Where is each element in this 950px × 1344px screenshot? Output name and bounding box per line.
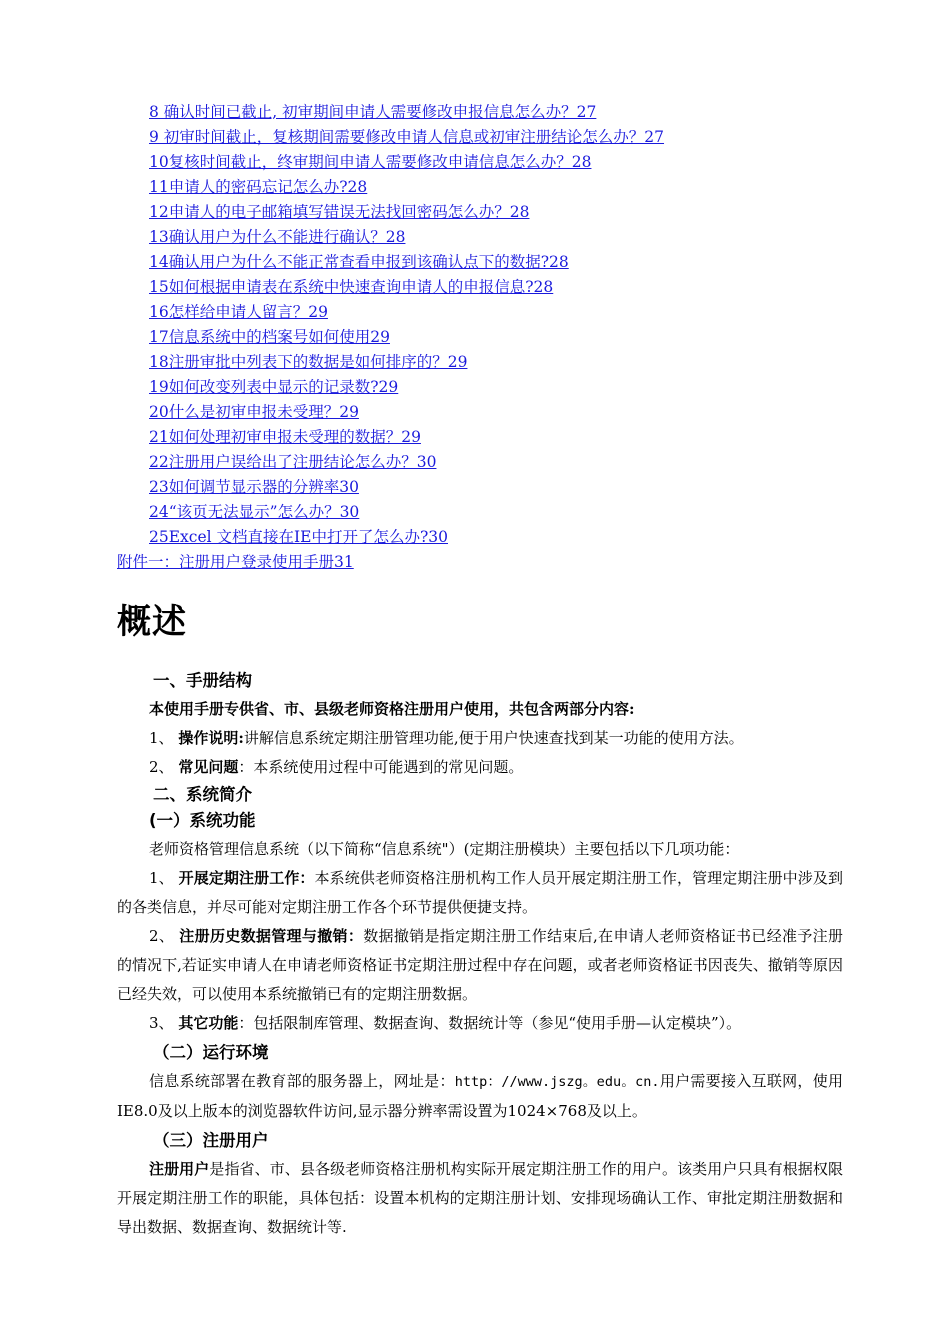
item-number: 1、 <box>149 729 174 747</box>
toc-link[interactable]: 12申请人的电子邮箱填写错误无法找回密码怎么办？28 <box>149 203 530 221</box>
item-label: 操作说明: <box>178 729 244 747</box>
item-number: 3、 <box>149 1014 174 1032</box>
subheading-users: （三）注册用户 <box>153 1131 269 1150</box>
toc-link[interactable]: 13确认用户为什么不能进行确认？28 <box>149 228 406 246</box>
toc-link[interactable]: 11申请人的密码忘记怎么办?28 <box>149 178 368 196</box>
toc-link[interactable]: 21如何处理初审申报未受理的数据？29 <box>149 428 421 446</box>
overview-content <box>117 666 843 1242</box>
toc-link[interactable]: 19如何改变列表中显示的记录数?29 <box>149 378 399 396</box>
environment-text-b: 用户需要接入互联网，使用IE8.0及以上版本的浏览器软件访问,显示器分辨率需设置为1024×768及以上。 <box>117 1072 843 1120</box>
item-text: ：本系统使用过程中可能遇到的常见问题。 <box>238 758 524 776</box>
toc-link[interactable]: 20什么是初审申报未受理？29 <box>149 403 359 421</box>
section-heading-structure: 一、手册结构 <box>153 671 252 690</box>
subheading-functions: (一）系统功能 <box>149 811 256 830</box>
table-of-contents <box>117 100 857 575</box>
toc-link[interactable]: 17信息系统中的档案号如何使用29 <box>149 328 390 346</box>
section-heading-system: 二、系统简介 <box>153 785 252 804</box>
item-label: 其它功能 <box>178 1014 239 1032</box>
structure-intro: 本使用手册专供省、市、县级老师资格注册用户使用，共包含两部分内容: <box>149 700 635 718</box>
item-text: 讲解信息系统定期注册管理功能,便于用户快速查找到某一功能的使用方法。 <box>243 729 744 747</box>
page-title: 概述 <box>117 602 187 642</box>
structure-item-2 <box>117 753 843 782</box>
toc-link[interactable]: 附件一：注册用户登录使用手册31 <box>117 553 354 571</box>
item-label: 开展定期注册工作： <box>178 869 315 887</box>
toc-link[interactable]: 8 确认时间已截止, 初审期间申请人需要修改申报信息怎么办？27 <box>149 103 597 121</box>
toc-link[interactable]: 9 初审时间截止，复核期间需要修改申请人信息或初审注册结论怎么办？27 <box>149 128 665 146</box>
function-item-2 <box>117 922 843 1009</box>
toc-link[interactable]: 14确认用户为什么不能正常查看申报到该确认点下的数据?28 <box>149 253 569 271</box>
item-label: 常见问题 <box>178 758 239 776</box>
structure-item-1 <box>117 724 843 753</box>
item-text: ：包括限制库管理、数据查询、数据统计等（参见“使用手册—认定模块”）。 <box>238 1014 742 1032</box>
toc-link[interactable]: 15如何根据申请表在系统中快速查询申请人的申报信息?28 <box>149 278 554 296</box>
item-text: 数据撤销是指定期注册工作结束后,在申请人老师资格证书已经准予注册的情况下,若证实申请人在申请老师资格证书定期注册过程中存在问题，或者老师资格证书因丧失、撤销等原因已经失效，可以使用本系统撤销已有的定期注册数据。 <box>117 927 843 1003</box>
toc-link[interactable]: 25Excel 文档直接在IE中打开了怎么办?30 <box>149 528 448 546</box>
subheading-environment: （二）运行环境 <box>153 1043 269 1062</box>
toc-link[interactable]: 23如何调节显示器的分辨率30 <box>149 478 359 496</box>
functions-intro: 老师资格管理信息系统（以下简称“信息系统"）(定期注册模块）主要包括以下几项功能： <box>149 840 740 858</box>
users-label: 注册用户 <box>149 1160 210 1178</box>
item-label: 注册历史数据管理与撤销： <box>179 927 364 945</box>
toc-link[interactable]: 18注册审批中列表下的数据是如何排序的？29 <box>149 353 468 371</box>
item-text: 本系统供老师资格注册机构工作人员开展定期注册工作，管理定期注册中涉及到的各类信息，并尽可能对定期注册工作各个环节提供便捷支持。 <box>117 869 843 916</box>
toc-link[interactable]: 22注册用户误给出了注册结论怎么办？30 <box>149 453 437 471</box>
environment-text-a: 信息系统部署在教育部的服务器上，网址是： <box>149 1072 455 1090</box>
function-item-1 <box>117 864 843 922</box>
item-number: 1、 <box>149 869 174 887</box>
users-description: 是指省、市、县各级老师资格注册机构实际开展定期注册工作的用户。该类用户只具有根据权限开展定期注册工作的职能，具体包括：设置本机构的定期注册计划、安排现场确认工作、审批定期注册数据和导出数据、数据查询、数据统计等. <box>117 1160 843 1236</box>
toc-link[interactable]: 10复核时间截止，终审期间申请人需要修改申请信息怎么办？28 <box>149 153 592 171</box>
environment-text <box>117 1067 843 1126</box>
function-item-3 <box>117 1009 843 1038</box>
item-number: 2、 <box>149 758 174 776</box>
toc-link[interactable]: 16怎样给申请人留言？29 <box>149 303 328 321</box>
website-url: http：//www.jszg。edu。cn. <box>454 1074 660 1090</box>
users-text <box>117 1155 843 1242</box>
item-number: 2、 <box>149 927 175 945</box>
toc-link[interactable]: 24“该页无法显示”怎么办？30 <box>149 503 360 521</box>
